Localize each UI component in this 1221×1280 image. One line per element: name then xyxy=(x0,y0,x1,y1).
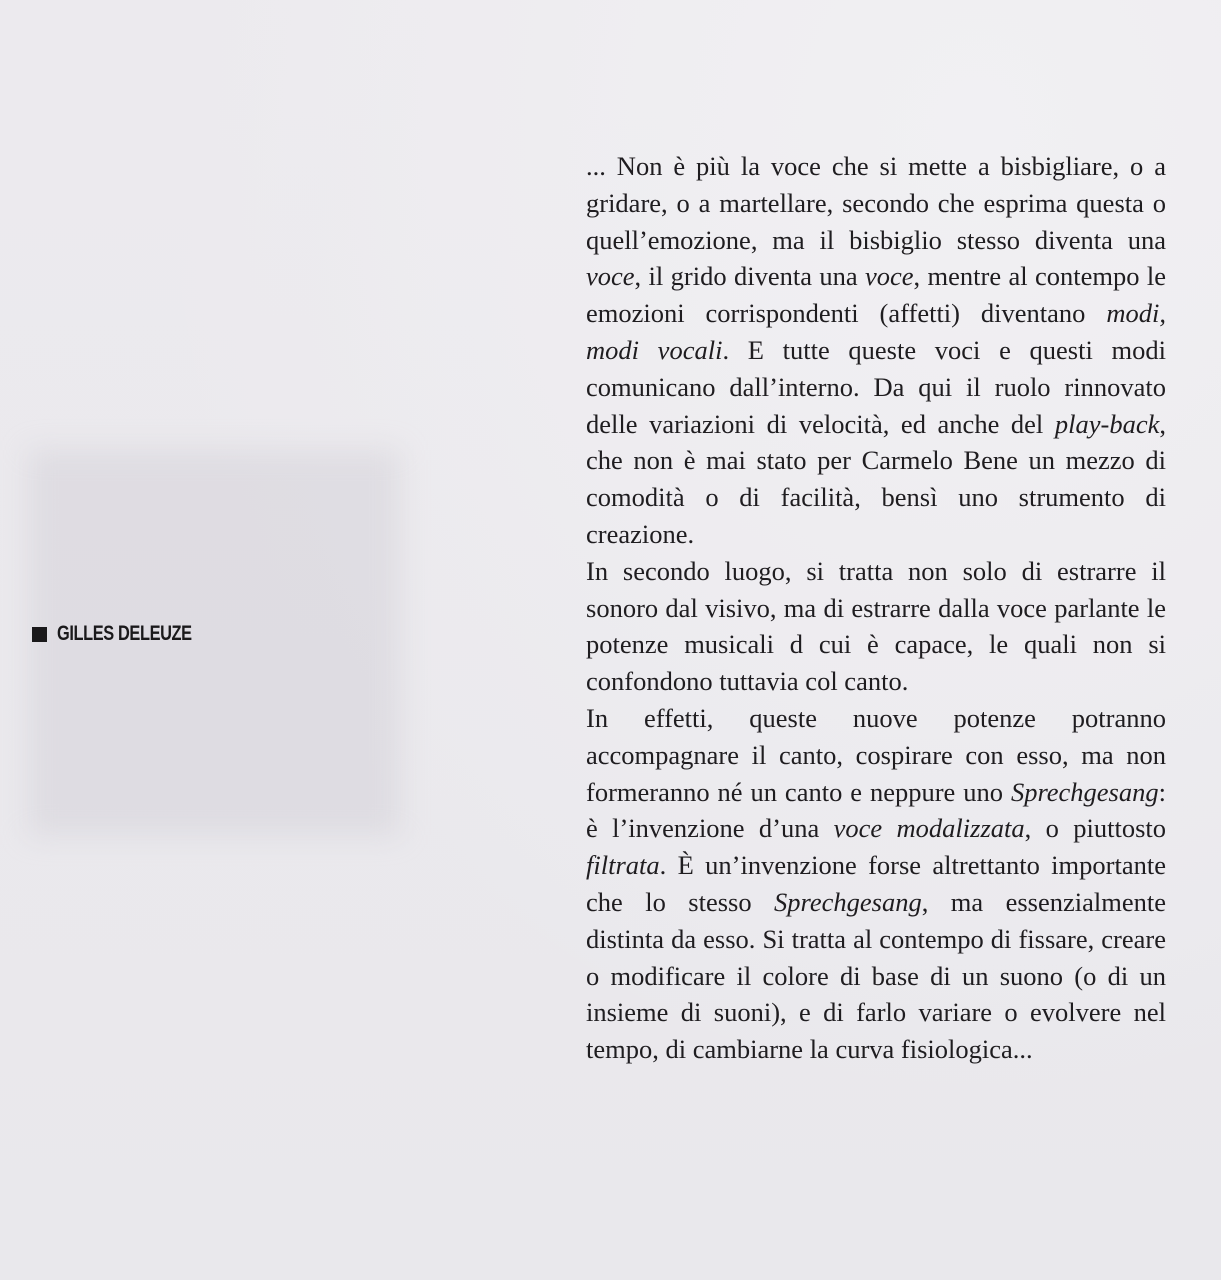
italic-run: voce xyxy=(864,261,914,292)
text-run: , mentre al contempo le emozioni corrispondenti (affetti) diventano xyxy=(586,261,1166,329)
body-text xyxy=(586,148,1166,1068)
italic-run: Sprechgesang xyxy=(774,886,922,917)
text-run: , che non è mai stato per Carmelo Bene un mezzo di comodità o di facilità, bensì uno strumento di creazione. xyxy=(586,408,1166,549)
text-run: . E tutte queste voci e questi modi comunicano dall’interno. Da qui il ruolo rinnovato delle variazioni di velocità, ed anche del xyxy=(586,334,1166,439)
text-run: : è l’invenzione d’una xyxy=(586,776,1166,844)
paragraph-3 xyxy=(586,700,1166,1068)
text-run: ... Non è più la voce che si mette a bisbigliare, o a gridare, o a martellare, secondo che esprima questa o quell’emozione, ma il bisbiglio stesso diventa una xyxy=(586,151,1166,255)
text-run: In secondo luogo, si tratta non solo di estrarre il sonoro dal visivo, ma di estrarre dalla voce parlante le potenze musicali d cui è capace, le quali non si confondono tuttavia col canto. xyxy=(586,555,1166,697)
italic-run: play-back xyxy=(1054,408,1160,439)
text-run: , ma essenzialmente distinta da esso. Si tratta al contempo di fissare, creare o modificare il colore di base di un suono (o di un insieme di suoni), e di farlo variare o evolvere nel tempo, di cambiarne la curva fisiologica... xyxy=(586,886,1166,1065)
italic-run: filtrata xyxy=(586,850,660,881)
paragraph-1 xyxy=(586,148,1166,553)
running-head xyxy=(32,622,230,646)
paragraph-2 xyxy=(586,553,1166,700)
text-run: , o piuttosto xyxy=(1024,813,1167,844)
square-bullet-icon xyxy=(32,627,47,642)
author-name: GILLES DELEUZE xyxy=(57,622,192,645)
italic-run: voce modalizzata xyxy=(833,813,1025,844)
text-run: . È un’invenzione forse altrettanto importante che lo stesso xyxy=(586,850,1166,917)
italic-run: modi, modi vocali xyxy=(586,298,1166,365)
italic-run: voce xyxy=(586,261,635,292)
text-run: , il grido diventa una xyxy=(634,261,865,292)
italic-run: Sprechgesang xyxy=(1010,776,1159,807)
text-run: In effetti, queste nuove potenze potranno accompagnare il canto, cospirare con esso, ma non formeranno né un canto e neppure uno xyxy=(586,702,1166,807)
